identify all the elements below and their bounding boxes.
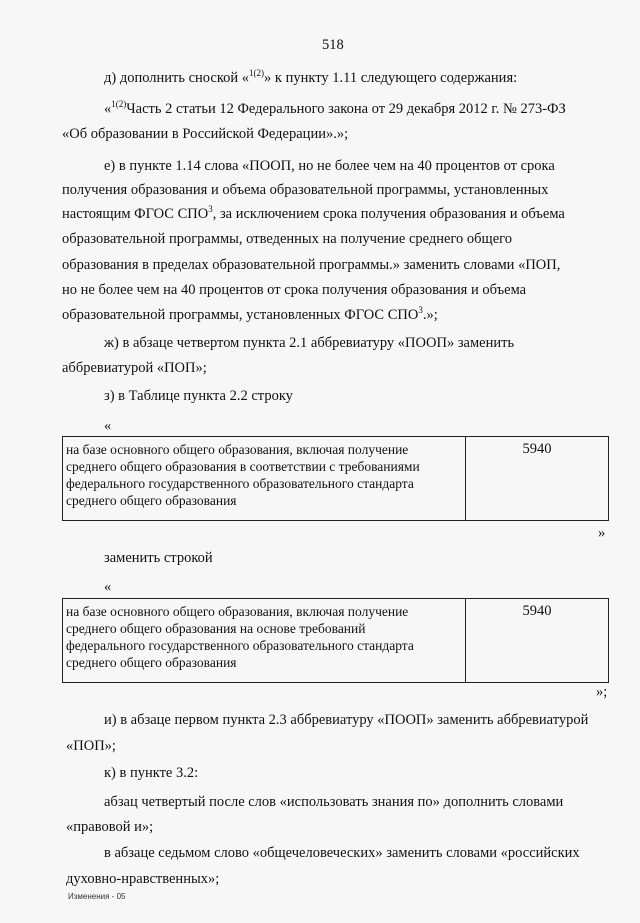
open-quote-2: «: [104, 579, 112, 595]
table-new-text: на базе основного общего образования, включая получение среднего общего образования на основе требований федерального государственного образовательного стандарта среднего общего образования: [63, 599, 466, 682]
para-7-line-2: духовно-нравственных»;: [66, 871, 220, 887]
item-e-line-4: образовательной программы, отведенных на получение среднего общего: [62, 231, 512, 247]
item-e-line-5: образования в пределах образовательной программы.» заменить словами «ПОП,: [62, 257, 561, 273]
para-4-line-2: «правовой и»;: [66, 819, 154, 835]
open-quote-1: «: [104, 418, 112, 434]
item-zh-line-2: аббревиатурой «ПОП»;: [62, 360, 207, 376]
footnote-line-1: «$^{1(2)}$Часть 2 статьи 12 Федерального закона от 29 декабря 2012 г. № 273-ФЗ: [104, 99, 566, 117]
item-i-line-1: и) в абзаце первом пункта 2.3 аббревиатуру «ПООП» заменить аббревиатурой: [104, 712, 589, 728]
close-quote-1: »: [598, 525, 606, 541]
item-i-line-2: «ПОП»;: [66, 738, 116, 754]
footnote-line-2: «Об образовании в Российской Федерации».»;: [62, 126, 349, 142]
item-e-line-3: настоящим ФГОС СПО$^3$, за исключением срока получения образования и объема: [62, 204, 565, 222]
footer: Изменения - 05: [68, 892, 126, 901]
replace-text: заменить строкой: [104, 550, 213, 566]
para-7-line-1: в абзаце седьмом слово «общечеловеческих» заменить словами «российских: [104, 845, 580, 861]
page-number: 518: [322, 37, 344, 53]
item-z: з) в Таблице пункта 2.2 строку: [104, 388, 293, 404]
item-e-line-2: получения образования и объема образовательной программы, установленных: [62, 182, 549, 198]
item-zh-line-1: ж) в абзаце четвертом пункта 2.1 аббревиатуру «ПООП» заменить: [104, 335, 515, 351]
para-4-line-1: абзац четвертый после слов «использовать знания по» дополнить словами: [104, 794, 564, 810]
close-quote-2: »;: [596, 684, 608, 700]
table-old-row: [62, 436, 609, 521]
footnote-ref: 1(2): [249, 68, 265, 78]
item-e-line-6: но не более чем на 40 процентов от срока получения образования и объема: [62, 282, 527, 298]
table-new-value: 5940: [522, 603, 552, 619]
table-old-text: на базе основного общего образования, включая получение среднего общего образования в соответствии с требованиями федерального государственного образовательного стандарта среднего общего образования: [63, 437, 466, 520]
table-old-value: 5940: [522, 441, 552, 457]
item-k: к) в пункте 3.2:: [104, 765, 199, 781]
item-d: д) дополнить сноской «$^{1(2)}$» к пункту 1.11 следующего содержания:: [104, 68, 518, 86]
item-e-line-1: е) в пункте 1.14 слова «ПООП, но не более чем на 40 процентов от срока: [104, 158, 555, 174]
table-new-row: [62, 598, 609, 683]
item-e-line-7: образовательной программы, установленных ФГОС СПО$^3$.»;: [62, 305, 438, 323]
